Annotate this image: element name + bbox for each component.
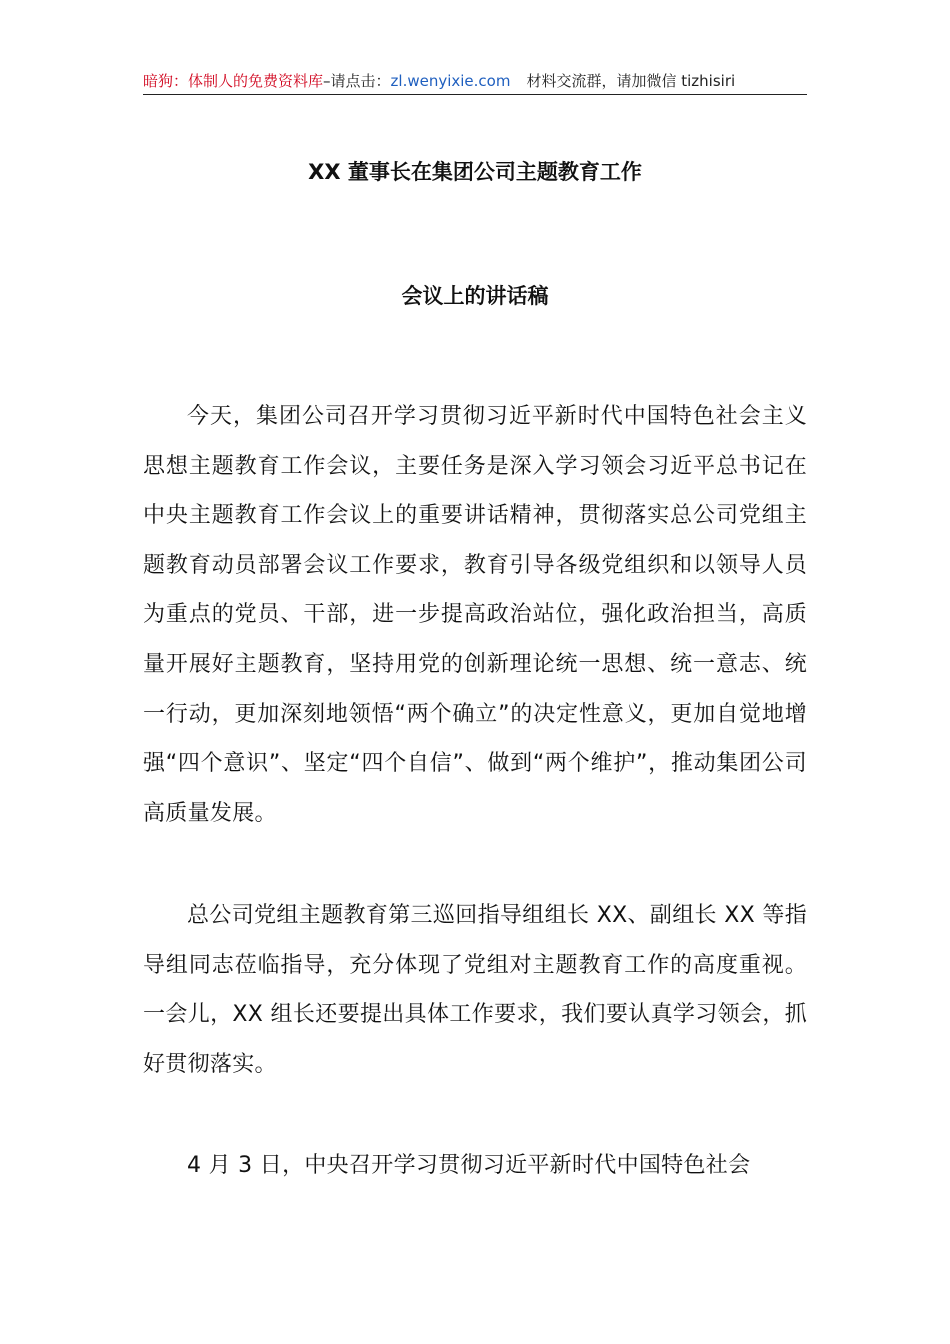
header-brand: 暗狗：体制人的免费资料库 [143, 72, 324, 90]
page-header [143, 68, 807, 95]
body-paragraph: 4 月 3 日，中央召开学习贯彻习近平新时代中国特色社会 [187, 1153, 751, 1178]
header-click-prefix: –请点击： [323, 72, 391, 90]
document-title-line-2: 会议上的讲话稿 [401, 284, 549, 308]
body-paragraph: 总公司党组主题教育第三巡回指导组组长 XX、副组长 XX 等指导组同志莅临指导，充分体现了党组对主题教育工作的高度重视。一会儿，XX 组长还要提出具体工作要求，我们要认真学习领会，抓好贯彻落实。 [143, 903, 807, 1077]
body-paragraph: 今天，集团公司召开学习贯彻习近平新时代中国特色社会主义思想主题教育工作会议，主要任务是深入学习领会习近平总书记在中央主题教育工作会议上的重要讲话精神，贯彻落实总公司党组主题教育动员部署会议工作要求，教育引导各级党组织和以领导人员为重点的党员、干部，进一步提高政治站位，强化政治担当，高质量开展好主题教育，坚持用党的创新理论统一思想、统一意志、统一行动，更加深刻地领悟“两个确立”的决定性意义，更加自觉地增强“四个意识”、坚定“四个自信”、做到“两个维护”，推动集团公司高质量发展。 [143, 404, 807, 826]
document-title-line-1: XX 董事长在集团公司主题教育工作 [308, 160, 642, 184]
header-link[interactable]: zl.wenyixie.com [390, 72, 511, 90]
header-group-info: 材料交流群，请加微信 tizhisiri [526, 72, 736, 90]
